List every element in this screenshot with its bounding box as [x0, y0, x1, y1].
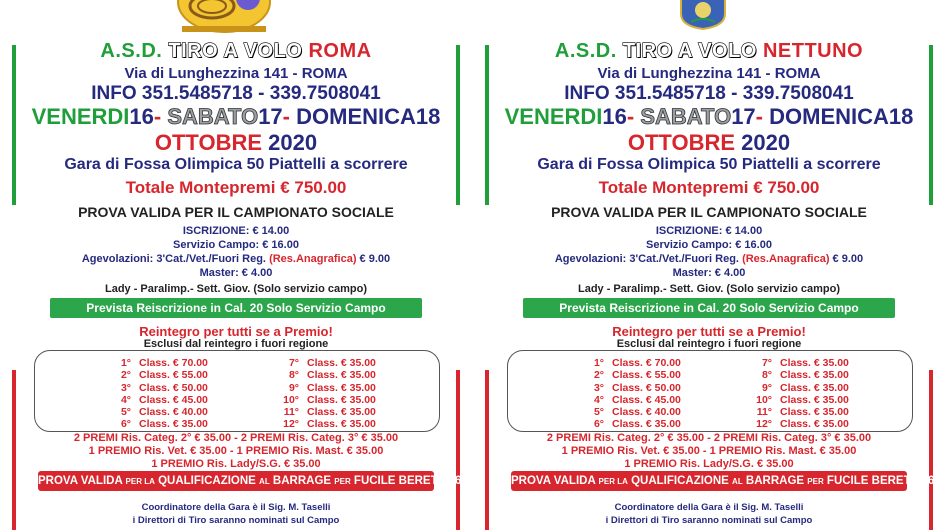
prize-row [105, 394, 208, 406]
day-number: 18 [415, 104, 441, 129]
prize-row [273, 394, 376, 406]
prize-amount: Class. € 35.00 [307, 369, 376, 382]
esclusi-note: Esclusi dal reintegro i fuori regione [616, 338, 802, 350]
prize-row [578, 418, 681, 430]
qualificazione-banner [511, 471, 947, 491]
event-days [473, 104, 945, 130]
prize-position: 11° [756, 406, 772, 419]
dash: - [755, 104, 763, 129]
agevolazioni [473, 253, 945, 265]
prize-row [746, 418, 849, 430]
iscrizione-fee: ISCRIZIONE: € 14.00 [182, 225, 290, 237]
prize-amount: Class. € 45.00 [139, 393, 208, 406]
agevolazioni-label: Agevolazioni: 3'Cat./Vet./Fuori Reg. [81, 253, 266, 265]
prize-row [273, 382, 376, 394]
lady-note: Lady - Paralimp.- Sett. Giov. (Solo servizio campo) [104, 283, 368, 295]
club-logo-icon [172, 0, 276, 36]
title-city: NETTUNO [762, 40, 864, 62]
prova-valida: PROVA VALIDA PER IL CAMPIONATO SOCIALE [551, 204, 867, 220]
prize-amount: Class. € 35.00 [307, 393, 376, 406]
agevolazioni [0, 253, 472, 265]
prize-row [105, 418, 208, 430]
gara-description: Gara di Fossa Olimpica 50 Piattelli a scorrere [64, 156, 408, 173]
dash: - [282, 104, 290, 129]
prize-row [273, 357, 376, 369]
info-phones: INFO 351.5485718 - 339.7508041 [564, 83, 854, 104]
info-phones: INFO 351.5485718 - 339.7508041 [91, 83, 381, 104]
day-number: 18 [888, 104, 914, 129]
prize-amount: Class. € 70.00 [612, 357, 681, 369]
prize-position: 10° [756, 393, 772, 406]
prize-row [578, 406, 681, 418]
banner-text-small: AL [732, 477, 743, 486]
day-saturday: SABATO [167, 104, 259, 129]
day-friday: VENERDI [504, 104, 603, 129]
banner-text: FUCILE BERETTA 694 [353, 475, 475, 487]
prize-amount: Class. € 55.00 [139, 369, 208, 382]
prize-amount: Class. € 35.00 [780, 369, 849, 382]
banner-text-small: PER LA [598, 477, 628, 486]
title-main: TIRO A VOLO [168, 40, 303, 62]
prize-row [105, 369, 208, 381]
prize-position: 11° [283, 406, 299, 419]
extra-prizes-categ: 2 PREMI Ris. Categ. 2° € 35.00 - 2 PREMI Ris. Categ. 3° € 35.00 [73, 432, 399, 444]
title-prefix: A.S.D. [100, 40, 163, 62]
gara-description: Gara di Fossa Olimpica 50 Piattelli a scorrere [537, 156, 881, 173]
prize-position: 9° [288, 381, 299, 394]
crest-icon [673, 0, 733, 30]
prize-row [273, 369, 376, 381]
prize-position: 6° [120, 418, 131, 431]
prize-amount: Class. € 35.00 [307, 406, 376, 419]
montepremi-total: Totale Montepremi € 750.00 [125, 178, 347, 197]
prize-column-right [273, 357, 376, 431]
flyer-title [0, 40, 472, 63]
prize-row [746, 394, 849, 406]
esclusi-note: Esclusi dal reintegro i fuori regione [143, 338, 329, 350]
prize-column-left [578, 357, 681, 431]
agevolazioni-price: € 9.00 [359, 253, 391, 265]
prize-position: 10° [283, 393, 299, 406]
event-month [0, 130, 472, 156]
dash: - [626, 104, 635, 129]
prize-position: 7° [761, 357, 772, 369]
prize-position: 3° [593, 381, 604, 394]
prize-amount: Class. € 40.00 [612, 406, 681, 419]
prize-amount: Class. € 35.00 [780, 393, 849, 406]
master-fee: Master: € 4.00 [199, 267, 273, 279]
prize-row [273, 418, 376, 430]
prize-position: 4° [593, 393, 604, 406]
prize-amount: Class. € 35.00 [780, 418, 849, 431]
flyer-nettuno [473, 0, 945, 530]
prize-table [34, 350, 440, 432]
master-fee: Master: € 4.00 [672, 267, 746, 279]
prize-amount: Class. € 50.00 [612, 381, 681, 394]
prize-row [746, 382, 849, 394]
prize-position: 8° [288, 369, 299, 382]
prova-valida: PROVA VALIDA PER IL CAMPIONATO SOCIALE [78, 204, 394, 220]
year: 2020 [268, 130, 318, 155]
agevolazioni-label: Agevolazioni: 3'Cat./Vet./Fuori Reg. [554, 253, 739, 265]
prize-column-right [746, 357, 849, 431]
prize-position: 1° [593, 357, 604, 369]
prize-position: 5° [120, 406, 131, 419]
prize-table [507, 350, 913, 432]
qualificazione-banner [38, 471, 475, 491]
prize-position: 7° [288, 357, 299, 369]
day-sunday: DOMENICA [296, 104, 416, 129]
prize-position: 2° [593, 369, 604, 382]
title-main: TIRO A VOLO [622, 40, 757, 62]
reiscrizione-banner: Prevista Reiscrizione in Cal. 20 Solo Servizio Campo [50, 298, 422, 318]
address: Via di Lunghezzina 141 - ROMA [597, 65, 821, 82]
prize-amount: Class. € 50.00 [139, 381, 208, 394]
prize-row [578, 394, 681, 406]
agevolazioni-note: (Res.Anagrafica) [742, 253, 830, 265]
extra-prize-lady: 1 PREMIO Ris. Lady/S.G. € 35.00 [624, 458, 794, 470]
banner-text-small: PER [334, 477, 351, 486]
event-month [473, 130, 945, 156]
lady-note: Lady - Paralimp.- Sett. Giov. (Solo servizio campo) [577, 283, 841, 295]
prize-position: 4° [120, 393, 131, 406]
prize-amount: Class. € 35.00 [780, 406, 849, 419]
flyer-title [473, 40, 945, 63]
banner-text: PROVA VALIDA [511, 475, 596, 487]
prize-row [578, 382, 681, 394]
servizio-campo-fee: Servizio Campo: € 16.00 [173, 239, 299, 251]
prize-position: 12° [756, 418, 772, 431]
direttori-note: i Direttori di Tiro saranno nominati sul Campo [605, 515, 813, 526]
direttori-note: i Direttori di Tiro saranno nominati sul Campo [132, 515, 340, 526]
iscrizione-fee: ISCRIZIONE: € 14.00 [655, 225, 763, 237]
coordinatore-note: Coordinatore della Gara è il Sig. M. Taselli [141, 502, 331, 513]
address: Via di Lunghezzina 141 - ROMA [124, 65, 348, 82]
banner-text-small: PER [807, 477, 824, 486]
prize-amount: Class. € 40.00 [139, 406, 208, 419]
prize-row [746, 369, 849, 381]
title-prefix: A.S.D. [554, 40, 617, 62]
banner-text: PROVA VALIDA [38, 475, 123, 487]
prize-amount: Class. € 55.00 [612, 369, 681, 382]
banner-text: QUALIFICAZIONE [631, 475, 729, 487]
prize-position: 6° [593, 418, 604, 431]
prize-amount: Class. € 35.00 [307, 418, 376, 431]
banner-text: BARRAGE [272, 475, 332, 487]
day-number: 16 [129, 104, 154, 129]
title-city: ROMA [308, 40, 372, 62]
day-number: 17 [258, 104, 283, 129]
prize-amount: Class. € 35.00 [139, 418, 208, 431]
year: 2020 [741, 130, 791, 155]
montepremi-total: Totale Montepremi € 750.00 [598, 178, 820, 197]
day-saturday: SABATO [640, 104, 732, 129]
prize-row [746, 406, 849, 418]
extra-prizes-vet-mast: 1 PREMIO Ris. Vet. € 35.00 - 1 PREMIO Ris. Mast. € 35.00 [561, 445, 857, 457]
extra-prize-lady: 1 PREMIO Ris. Lady/S.G. € 35.00 [151, 458, 321, 470]
reintegro-heading: Reintegro per tutti se a Premio! [139, 324, 333, 339]
prize-position: 3° [120, 381, 131, 394]
event-days [0, 104, 472, 130]
extra-prizes-categ: 2 PREMI Ris. Categ. 2° € 35.00 - 2 PREMI Ris. Categ. 3° € 35.00 [546, 432, 872, 444]
day-number: 16 [602, 104, 627, 129]
prize-amount: Class. € 35.00 [780, 381, 849, 394]
agevolazioni-note: (Res.Anagrafica) [269, 253, 357, 265]
prize-row [578, 357, 681, 369]
month-name: OTTOBRE [154, 130, 263, 155]
prize-position: 12° [283, 418, 299, 431]
day-sunday: DOMENICA [769, 104, 889, 129]
prize-row [105, 406, 208, 418]
servizio-campo-fee: Servizio Campo: € 16.00 [646, 239, 772, 251]
prize-position: 5° [593, 406, 604, 419]
prize-amount: Class. € 70.00 [139, 357, 208, 369]
prize-position: 8° [761, 369, 772, 382]
prize-position: 9° [761, 381, 772, 394]
prize-row [273, 406, 376, 418]
prize-column-left [105, 357, 208, 431]
day-number: 17 [731, 104, 756, 129]
month-name: OTTOBRE [627, 130, 736, 155]
prize-row [578, 369, 681, 381]
banner-text-small: PER LA [125, 477, 155, 486]
prize-amount: Class. € 35.00 [612, 418, 681, 431]
extra-prizes-vet-mast: 1 PREMIO Ris. Vet. € 35.00 - 1 PREMIO Ris. Mast. € 35.00 [88, 445, 384, 457]
banner-text-small: AL [259, 477, 270, 486]
prize-amount: Class. € 35.00 [780, 357, 849, 369]
coordinatore-note: Coordinatore della Gara è il Sig. M. Taselli [614, 502, 804, 513]
dash: - [153, 104, 162, 129]
banner-text: FUCILE BERETTA 694 [826, 475, 947, 487]
day-friday: VENERDI [31, 104, 130, 129]
prize-amount: Class. € 35.00 [307, 381, 376, 394]
prize-position: 1° [120, 357, 131, 369]
prize-row [105, 357, 208, 369]
prize-row [105, 382, 208, 394]
prize-amount: Class. € 35.00 [307, 357, 376, 369]
reintegro-heading: Reintegro per tutti se a Premio! [612, 324, 806, 339]
prize-row [746, 357, 849, 369]
prize-amount: Class. € 45.00 [612, 393, 681, 406]
reiscrizione-banner: Prevista Reiscrizione in Cal. 20 Solo Servizio Campo [523, 298, 895, 318]
banner-text: BARRAGE [745, 475, 805, 487]
agevolazioni-price: € 9.00 [832, 253, 864, 265]
banner-text: QUALIFICAZIONE [158, 475, 256, 487]
prize-position: 2° [120, 369, 131, 382]
